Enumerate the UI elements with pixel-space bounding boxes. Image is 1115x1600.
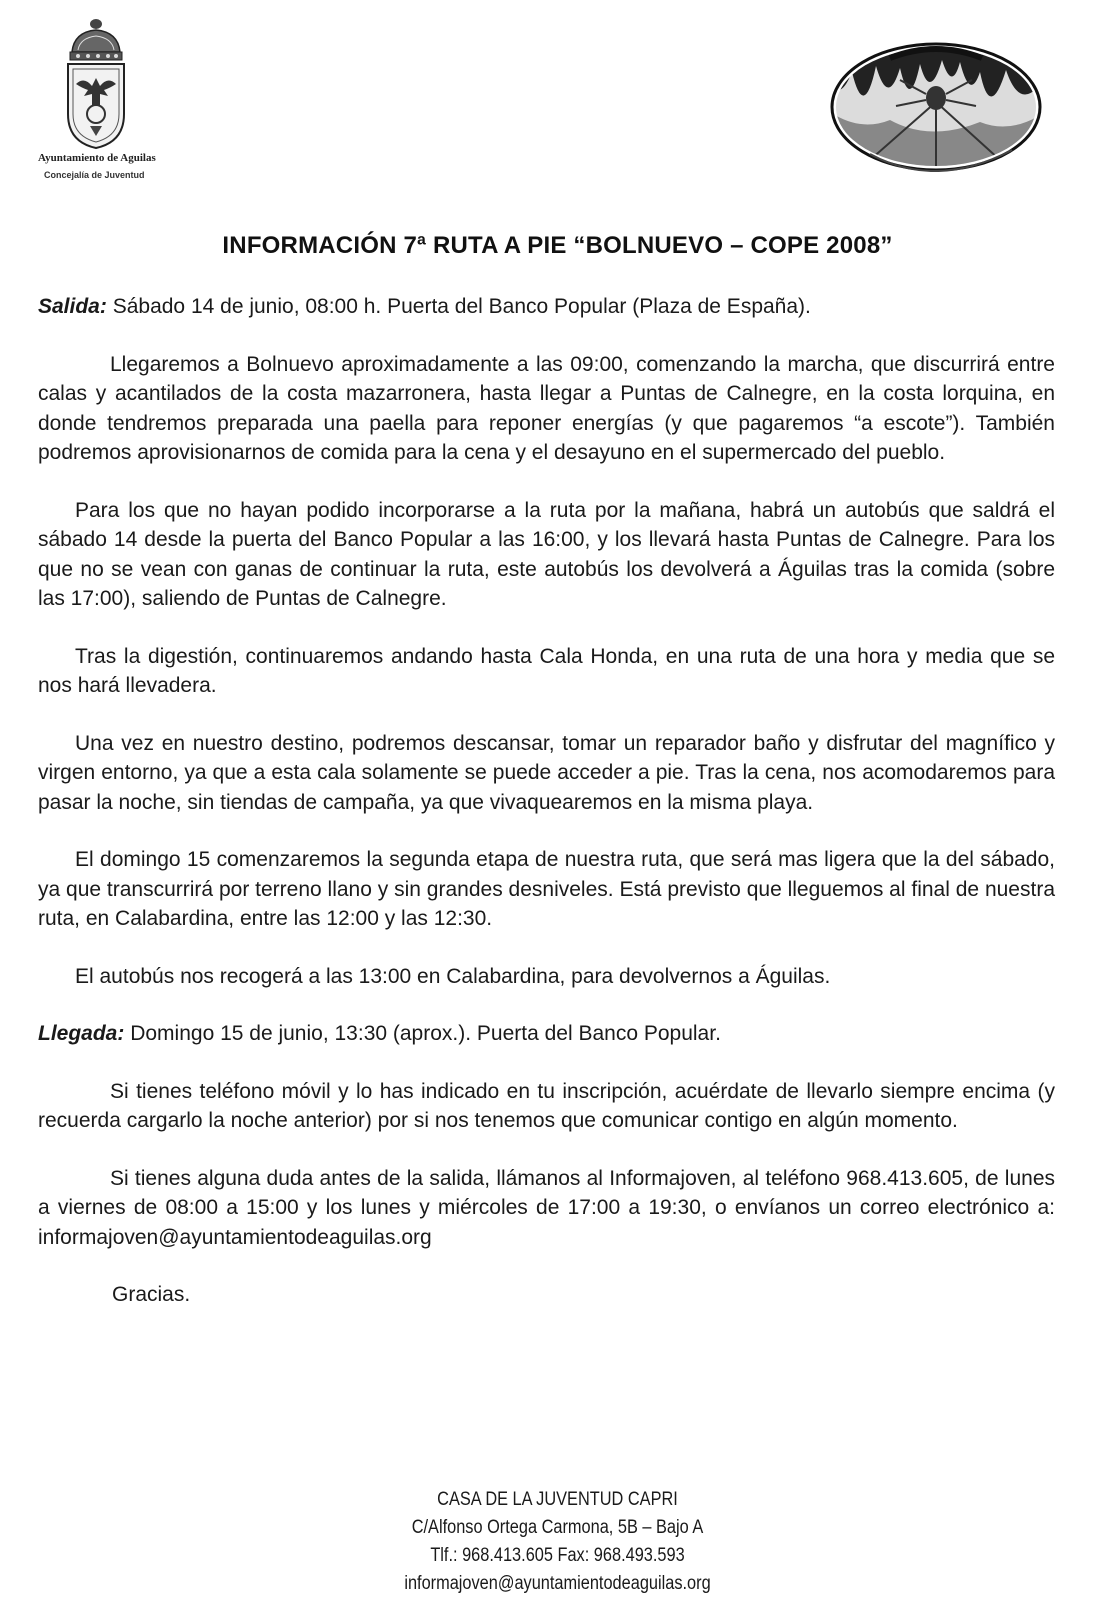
document-body	[38, 292, 1055, 1310]
org-name: Ayuntamiento de Aguilas	[38, 152, 156, 164]
departure-text: Sábado 14 de junio, 08:00 h. Puerta del Banco Popular (Plaza de España).	[112, 295, 811, 318]
letterhead	[0, 0, 1115, 200]
paragraph-mobile: Si tienes teléfono móvil y lo has indicado en tu inscripción, acuérdate de llevarlo siempre encima (y recuerda cargarlo la noche anterior) por si nos tenemos que comunicar contigo en algún momento.	[38, 1079, 1055, 1132]
footer-address	[0, 1486, 1115, 1598]
paragraph-itinerary: Llegaremos a Bolnuevo aproximadamente a las 09:00, comenzando la marcha, que discurrirá entre calas y acantilados de la costa mazarronera, hasta llegar a Puntas de Calnegre, en la costa lorquina, en donde tendremos preparada una paella para reponer energías (y que pagaremos “a escote”). También podremos aprovisionarnos de comida para la cena y el desayuno en el supermercado del pueblo.	[38, 352, 1055, 464]
departure-label: Salida:	[38, 295, 107, 318]
paragraph-return-bus: El autobús nos recogerá a las 13:00 en Calabardina, para devolvernos a Águilas.	[75, 964, 831, 988]
footer-email: informajoven@ayuntamientodeaguilas.org	[404, 1573, 711, 1594]
page-title: INFORMACIÓN 7ª RUTA A PIE “BOLNUEVO – COPE 2008”	[222, 232, 893, 259]
arrival-text: Domingo 15 de junio, 13:30 (aprox.). Puerta del Banco Popular.	[130, 1022, 721, 1045]
arrival-line	[38, 1019, 1055, 1049]
closing-thanks: Gracias.	[112, 1283, 191, 1306]
club-logo-icon	[830, 42, 1042, 172]
paragraph-night: Una vez en nuestro destino, podremos descansar, tomar un reparador baño y disfrutar del magnífico y virgen entorno, ya que a esta cala solamente se puede acceder a pie. Tras la cena, nos acomodaremos para pasar la noche, sin tiendas de campaña, ya que vivaquearemos en la misma playa.	[38, 731, 1055, 814]
org-department: Concejalía de Juventud	[44, 170, 145, 180]
paragraph-afternoon: Tras la digestión, continuaremos andando hasta Cala Honda, en una ruta de una hora y media que se nos hará llevadera.	[38, 644, 1055, 697]
footer-street: C/Alfonso Ortega Carmona, 5B – Bajo A	[411, 1517, 704, 1538]
paragraph-bus: Para los que no hayan podido incorporarse a la ruta por la mañana, habrá un autobús que saldrá el sábado 14 desde la puerta del Banco Popular a las 16:00, y los llevará hasta Puntas de Calnegre. Para los que no se vean con ganas de continuar la ruta, este autobús los devolverá a Águilas tras la comida (sobre las 17:00), saliendo de Puntas de Calnegre.	[38, 498, 1055, 610]
paragraph-contact: Si tienes alguna duda antes de la salida, llámanos al Informajoven, al teléfono 968.413.605, de lunes a viernes de 08:00 a 15:00 y los lunes y miércoles de 17:00 a 19:30, o envíanos un correo electrónico a: informajoven@ayuntamientodeaguilas.org	[38, 1166, 1055, 1249]
footer-phone: Tlf.: 968.413.605 Fax: 968.493.593	[430, 1545, 685, 1566]
departure-line	[38, 292, 1055, 322]
coat-of-arms-icon	[64, 14, 128, 152]
arrival-label: Llegada:	[38, 1022, 125, 1045]
paragraph-sunday: El domingo 15 comenzaremos la segunda etapa de nuestra ruta, que será mas ligera que la del sábado, ya que transcurrirá por terreno llano y sin grandes desniveles. Está previsto que lleguemos al final de nuestra ruta, en Calabardina, entre las 12:00 y las 12:30.	[38, 848, 1055, 930]
footer-org: CASA DE LA JUVENTUD CAPRI	[437, 1489, 678, 1510]
